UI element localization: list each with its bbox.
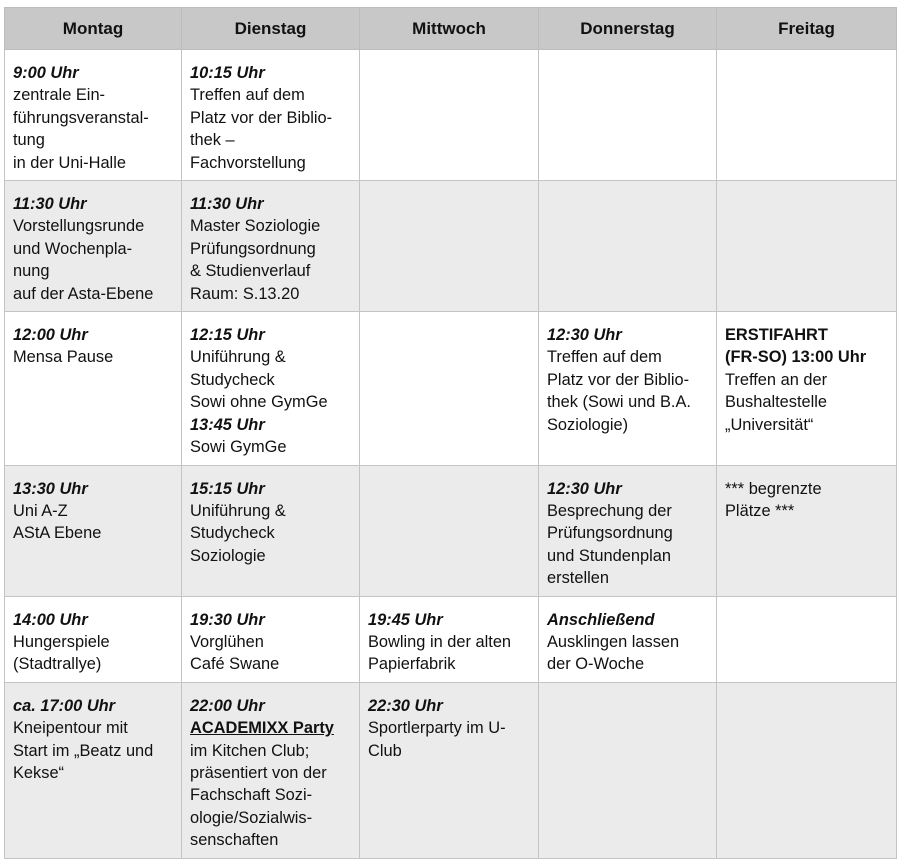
event-text: senschaften xyxy=(190,831,279,850)
cell-freitag xyxy=(717,181,897,312)
cell-donnerstag xyxy=(539,596,717,682)
event-text: Uniführung & xyxy=(190,501,286,520)
event-text: Sportlerparty im U- xyxy=(368,719,506,738)
event-text: Kekse“ xyxy=(13,763,65,782)
event-name: ACADEMIXX Party xyxy=(190,719,334,738)
event-text: Sowi GymGe xyxy=(190,438,287,457)
cell-mittwoch xyxy=(360,181,539,312)
event-text: Kneipentour mit xyxy=(13,719,128,738)
cell-donnerstag xyxy=(539,682,717,858)
event-text: der O-Woche xyxy=(547,655,645,674)
header-row xyxy=(5,8,897,50)
event-time: Anschließend xyxy=(547,610,655,629)
event-text: Fachschaft Sozi- xyxy=(190,786,313,805)
event-text: Start im „Beatz und xyxy=(13,741,154,760)
event-text: Platz vor der Biblio- xyxy=(190,108,333,127)
event-text: Club xyxy=(368,741,402,760)
table-row xyxy=(5,465,897,596)
table-row xyxy=(5,50,897,181)
event-time: 19:30 Uhr xyxy=(190,610,265,629)
cell-mittwoch xyxy=(360,312,539,465)
event-time: 10:15 Uhr xyxy=(190,64,265,82)
cell-freitag xyxy=(717,312,897,465)
cell-freitag xyxy=(717,465,897,596)
header-freitag: Freitag xyxy=(717,8,897,50)
event-time: 15:15 Uhr xyxy=(190,479,265,498)
event-time-second: 13:45 Uhr xyxy=(190,415,265,434)
cell-montag xyxy=(5,596,182,682)
cell-dienstag xyxy=(182,596,360,682)
cell-freitag xyxy=(717,682,897,858)
table-row xyxy=(5,596,897,682)
event-text: Papierfabrik xyxy=(368,655,456,674)
event-text: Soziologie) xyxy=(547,415,629,434)
event-text: *** begrenzte xyxy=(725,479,822,498)
cell-donnerstag xyxy=(539,465,717,596)
cell-montag xyxy=(5,465,182,596)
event-text: (Stadtrallye) xyxy=(13,655,102,674)
header-donnerstag: Donnerstag xyxy=(539,8,717,50)
event-text: in der Uni-Halle xyxy=(13,153,126,172)
table-row xyxy=(5,312,897,465)
event-text: Studycheck xyxy=(190,370,275,389)
event-text: Soziologie xyxy=(190,546,266,565)
event-text: AStA Ebene xyxy=(13,524,102,543)
event-time: 12:30 Uhr xyxy=(547,479,622,498)
event-text: und Wochenpla- xyxy=(13,239,133,258)
event-text: Prüfungsordnung xyxy=(547,524,673,543)
event-text: Besprechung der xyxy=(547,501,672,520)
event-time: 19:45 Uhr xyxy=(368,610,443,629)
cell-mittwoch xyxy=(360,596,539,682)
event-text: „Universität“ xyxy=(725,415,814,434)
event-text: Raum: S.13.20 xyxy=(190,284,300,303)
cell-montag xyxy=(5,682,182,858)
cell-dienstag xyxy=(182,682,360,858)
cell-mittwoch xyxy=(360,682,539,858)
event-text: Bushaltestelle xyxy=(725,393,828,412)
event-text: & Studienverlauf xyxy=(190,262,311,281)
event-text: Studycheck xyxy=(190,524,275,543)
event-time: 14:00 Uhr xyxy=(13,610,88,629)
event-time: 12:15 Uhr xyxy=(190,326,265,345)
event-text: Vorglühen xyxy=(190,632,264,651)
event-text: Mensa Pause xyxy=(13,348,114,367)
event-text: Treffen auf dem xyxy=(190,86,305,105)
event-text: auf der Asta-Ebene xyxy=(13,284,154,303)
event-text: führungsveranstal- xyxy=(13,108,149,127)
event-text: Platz vor der Biblio- xyxy=(547,370,690,389)
event-text: Uni A-Z xyxy=(13,501,68,520)
event-text: Prüfungsordnung xyxy=(190,239,316,258)
event-text: Master Soziologie xyxy=(190,217,321,236)
event-text: tung xyxy=(13,131,45,150)
event-text: Fachvorstellung xyxy=(190,153,306,172)
event-text: Bowling in der alten xyxy=(368,632,512,651)
event-text: Café Swane xyxy=(190,655,280,674)
event-time: 11:30 Uhr xyxy=(190,195,264,214)
cell-mittwoch xyxy=(360,465,539,596)
event-text: nung xyxy=(13,262,50,281)
event-text: Treffen auf dem xyxy=(547,348,662,367)
event-text: thek (Sowi und B.A. xyxy=(547,393,691,412)
event-time: 12:00 Uhr xyxy=(13,326,88,345)
event-text: Treffen an der xyxy=(725,370,828,389)
event-text: Plätze *** xyxy=(725,501,795,520)
event-time: 9:00 Uhr xyxy=(13,64,79,82)
cell-dienstag xyxy=(182,50,360,181)
event-text: im Kitchen Club; xyxy=(190,741,310,760)
event-time: 11:30 Uhr xyxy=(13,195,87,214)
event-time: 13:30 Uhr xyxy=(13,479,88,498)
cell-mittwoch xyxy=(360,50,539,181)
event-text: zentrale Ein- xyxy=(13,86,106,105)
event-text: Sowi ohne GymGe xyxy=(190,393,328,412)
table-row xyxy=(5,682,897,858)
event-text: Uniführung & xyxy=(190,348,286,367)
cell-dienstag xyxy=(182,181,360,312)
cell-montag xyxy=(5,181,182,312)
event-title-time: (FR-SO) 13:00 Uhr xyxy=(725,348,867,367)
schedule-table xyxy=(4,7,897,859)
event-text: Ausklingen lassen xyxy=(547,632,680,651)
table-row xyxy=(5,181,897,312)
event-text: ologie/Sozialwis- xyxy=(190,808,313,827)
cell-donnerstag xyxy=(539,312,717,465)
header-mittwoch: Mittwoch xyxy=(360,8,539,50)
event-text: Vorstellungsrunde xyxy=(13,217,145,236)
event-text: präsentiert von der xyxy=(190,763,327,782)
event-time: ca. 17:00 Uhr xyxy=(13,696,116,715)
event-time: 22:30 Uhr xyxy=(368,696,443,715)
event-text: erstellen xyxy=(547,569,609,588)
event-time: 12:30 Uhr xyxy=(547,326,622,345)
event-text: Hungerspiele xyxy=(13,632,110,651)
event-text: thek – xyxy=(190,131,235,150)
cell-dienstag xyxy=(182,312,360,465)
header-montag: Montag xyxy=(5,8,182,50)
cell-freitag xyxy=(717,50,897,181)
event-text: und Stundenplan xyxy=(547,546,671,565)
cell-freitag xyxy=(717,596,897,682)
event-title: ERSTIFAHRT xyxy=(725,326,828,345)
header-dienstag: Dienstag xyxy=(182,8,360,50)
event-time: 22:00 Uhr xyxy=(190,696,265,715)
cell-montag xyxy=(5,312,182,465)
cell-donnerstag xyxy=(539,181,717,312)
cell-donnerstag xyxy=(539,50,717,181)
cell-montag xyxy=(5,50,182,181)
cell-dienstag xyxy=(182,465,360,596)
